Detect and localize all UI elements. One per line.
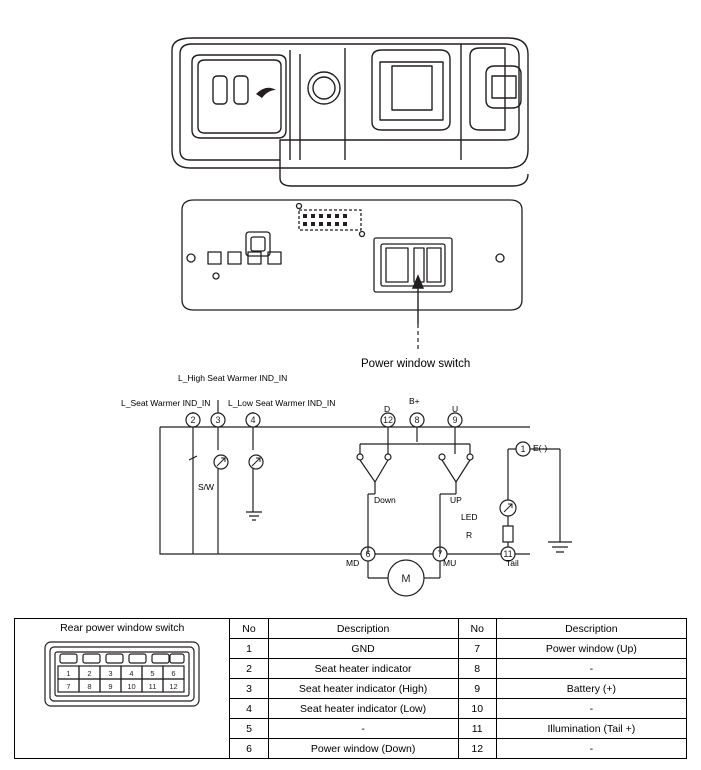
cell-no: 5 [230,719,268,739]
switch-assembly-illustration [0,10,701,200]
label-tail: Tail [506,558,519,568]
cell-no: 2 [230,659,268,679]
svg-text:10: 10 [127,682,136,691]
label-d: D [384,404,391,414]
connector-illustration [42,638,202,710]
svg-text:6: 6 [365,549,371,559]
svg-text:7: 7 [437,549,443,559]
cell-desc: Seat heater indicator [268,659,458,679]
label-l-high-seat-warmer: L_High Seat Warmer IND_IN [178,373,288,383]
svg-text:2: 2 [190,415,196,425]
callout-leader-line [0,322,701,382]
svg-text:12: 12 [169,682,178,691]
svg-text:7: 7 [66,682,71,691]
svg-text:2: 2 [87,669,92,678]
label-e-minus: E(-) [533,443,548,453]
label-l-low-seat-warmer: L_Low Seat Warmer IND_IN [228,398,336,408]
header-description-left: Description [268,619,458,639]
svg-text:M: M [401,573,411,585]
svg-text:12: 12 [382,415,394,425]
svg-text:4: 4 [250,415,256,425]
cell-desc2: Power window (Up) [496,639,686,659]
connector-title: Rear power window switch [60,622,185,634]
cell-no: 4 [230,699,268,719]
cell-no2: 12 [458,739,496,759]
cell-desc2: Illumination (Tail +) [496,719,686,739]
svg-text:3: 3 [215,415,221,425]
svg-text:4: 4 [129,669,134,678]
cell-desc: Seat heater indicator (High) [268,679,458,699]
svg-text:11: 11 [148,682,157,691]
cell-desc: Seat heater indicator (Low) [268,699,458,719]
label-mu: MU [443,558,457,568]
cell-no: 1 [230,639,268,659]
svg-text:6: 6 [171,669,176,678]
cell-no: 6 [230,739,268,759]
cell-desc2: - [496,739,686,759]
cell-desc2: Battery (+) [496,679,686,699]
callout-power-window-switch: Power window switch [361,358,471,370]
svg-text:9: 9 [108,682,113,691]
svg-text:8: 8 [414,415,420,425]
svg-text:1: 1 [520,444,526,454]
header-no-right: No [458,619,496,639]
label-up: UP [450,495,462,505]
cell-desc2: - [496,699,686,719]
cell-no2: 9 [458,679,496,699]
svg-text:3: 3 [108,669,113,678]
label-r: R [466,530,473,540]
connector-cell [15,619,230,759]
svg-text:5: 5 [150,669,155,678]
cell-desc: - [268,719,458,739]
svg-text:9: 9 [452,415,458,425]
wiring-schematic [0,382,701,622]
table-header-row [15,619,687,639]
label-u: U [452,404,459,414]
svg-text:1: 1 [66,669,71,678]
pcb-top-view-illustration [0,192,701,332]
label-md: MD [346,558,360,568]
cell-no2: 7 [458,639,496,659]
cell-desc2: - [496,659,686,679]
cell-desc: GND [268,639,458,659]
header-description-right: Description [496,619,686,639]
cell-no: 3 [230,679,268,699]
label-b-plus: B+ [409,396,420,406]
cell-desc: Power window (Down) [268,739,458,759]
label-l-seat-warmer: L_Seat Warmer IND_IN [121,398,211,408]
cell-no2: 10 [458,699,496,719]
label-led: LED [461,512,478,522]
header-no-left: No [230,619,268,639]
label-sw: S/W [198,482,215,492]
pin-description-table [14,618,687,759]
svg-text:11: 11 [503,549,513,559]
svg-text:8: 8 [87,682,92,691]
cell-no2: 11 [458,719,496,739]
cell-no2: 8 [458,659,496,679]
label-down: Down [374,495,396,505]
